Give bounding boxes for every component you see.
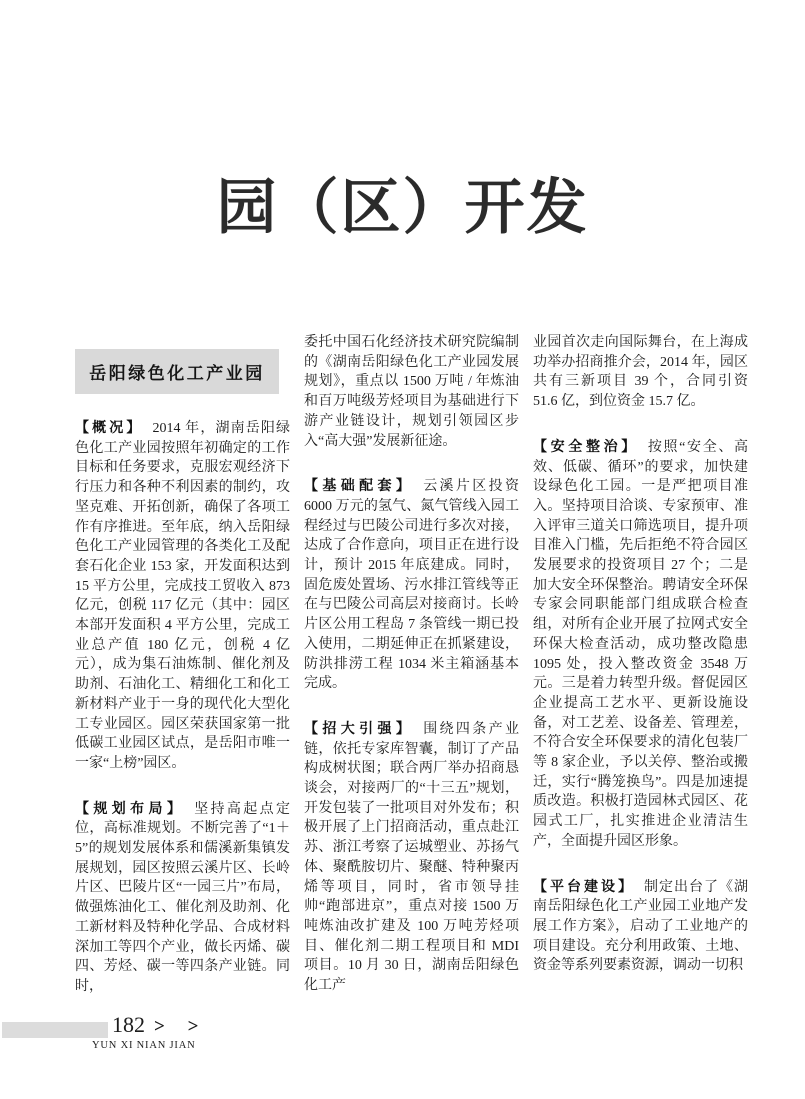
paragraph-safety-rectification (533, 437, 748, 852)
paragraph-overview (75, 418, 290, 774)
column-middle (304, 333, 519, 996)
paragraph-planning-layout (75, 799, 290, 997)
para-label-platform-construction: 【平台建设】 (533, 877, 635, 894)
para-text: 委托中国石化经济技术研究院编制的《湖南岳阳绿色化工产业园发展规划》，重点以 1500 万吨 / 年炼油和百万吨级芳烃项目为基础进行下游产业链设计，规划引领园区步入“高大强”发展新征途。 (304, 335, 519, 449)
paragraph-continued (533, 333, 748, 412)
footer-caption: YUN XI NIAN JIAN (92, 1040, 196, 1051)
paragraph-platform-construction (533, 877, 748, 977)
section-header-label: 岳阳绿色化工产业园 (89, 364, 265, 383)
para-text: 云溪片区投资 6000 万元的氢气、氮气管线入园工程经过与巴陵公司进行多次对接，达成了合作意向，项目正在进行设计，预计 2015 年底建成。同时，固危废处置场、污水排江管线等正在与巴陵公司高层对接商讨。长岭片区公用工程岛 7 条管线一期已投入使用，二期延伸正在抓紧建设，防洪排涝工程 1034 米主箱涵基本完成。 (304, 479, 520, 692)
page-number: 182 (112, 1012, 145, 1037)
column-right (533, 333, 748, 976)
section-header-box (75, 349, 279, 394)
para-text: 按照“安全、高效、低碳、循环”的要求，加快建设绿色化工园。一是严把项目准入。坚持项目洽谈、专家预审、准入评审三道关口筛选项目，提升项目准入门槛，先后拒绝不符合园区发展要求的投资项目 27 个；二是加大安全环保整治。聘请安全环保专家会同职能部门组成联合检查组，对所有企业开展了拉网式安全环保大检查活动，成功整改隐患 1095 处，投入整改资金 3548 万元。三是着力转型升级。督促园区企业提高工艺水平、更新设施设备，对工艺差、设备差、管理差，不符合安全环保要求的清化包装厂等 8 家企业，予以关停、整治或搬迁，实行“腾笼换鸟”。四是加速提质改造。积极打造园林式园区、花园式工厂，扎实推进企业清洁生产，全面提升园区形象。 (533, 439, 748, 849)
para-label-planning-layout: 【规划布局】 (75, 799, 186, 816)
para-label-infrastructure: 【基础配套】 (304, 477, 415, 494)
para-label-investment-attraction: 【招大引强】 (304, 719, 415, 736)
column-left (75, 333, 290, 997)
page-title: 园（区）开发 (216, 175, 589, 241)
para-label-overview: 【概况】 (75, 419, 144, 435)
para-label-safety-rectification: 【安全整治】 (533, 437, 639, 454)
footer-bar (2, 1022, 108, 1038)
paragraph-investment-attraction (304, 719, 519, 996)
para-text: 坚持高起点定位，高标准规划。不断完善了“1＋5”的规划发展体系和儒溪新集镇发展规划，园区按照云溪片区、长岭片区、巴陵片区“一园三片”布局，做强炼油化工、催化剂及助剂、化工新材料及特种化学品、合成材料深加工等四个产业，做长丙烯、碳四、芳烃、碳一等四条产业链。同时， (75, 801, 291, 994)
paragraph-infrastructure (304, 476, 519, 694)
para-text: 围绕四条产业链，依托专家库智囊，制订了产品构成树状图；联合两厂举办招商恳谈会，对接两厂的“十三五”规划，开发包装了一批项目对外发布；积极开展了上门招商活动，重点赴江苏、浙江考察了运城塑业、苏扬气体、聚酰胺切片、聚醚、特种聚丙烯等项目，同时，省市领导挂帅“跑部进京”，重点对接 1500 万吨炼油改扩建及 100 万吨芳烃项目、催化剂二期工程项目和 MDI 项目。10 月 30 日，湖南岳阳绿色化工产 (304, 721, 520, 994)
paragraph-continued (304, 333, 519, 451)
para-text: 制定出台了《湖南岳阳绿色化工产业园工业地产发展工作方案》，启动了工业地产的项目建设。充分利用政策、土地、资金等系列要素资源，调动一切积 (533, 879, 748, 974)
page-number-arrows: > > (154, 1016, 208, 1037)
text-columns (75, 333, 748, 997)
para-text: 业园首次走向国际舞台，在上海成功举办招商推介会，2014 年，园区共有三新项目 39 个，合同引资 51.6 亿，到位资金 15.7 亿。 (533, 335, 748, 410)
para-text: 2014 年，湖南岳阳绿色化工产业园按照年初确定的工作目标和任务要求，克服宏观经济下行压力和各种不利因素的制约，攻坚克难、开拓创新，确保了各项工作有序推进。至年底，纳入岳阳绿色化工产业园管理的各类化工及配套石化企业 153 家，开发面积达到 15 平方公里，完成技工贸收入 873 亿元，创税 117 亿元（其中：园区本部开发面积 4 平方公里，完成工业总产值 180 亿元，创税 4 亿元），成为集石油炼制、催化剂及助剂、石油化工、精细化工和化工新材料产业于一身的现代化大型化工专业园区。园区荣获国家第一批低碳工业园区试点，是岳阳市唯一一家“上榜”园区。 (75, 421, 291, 771)
footer-page-number-row (112, 1012, 207, 1038)
